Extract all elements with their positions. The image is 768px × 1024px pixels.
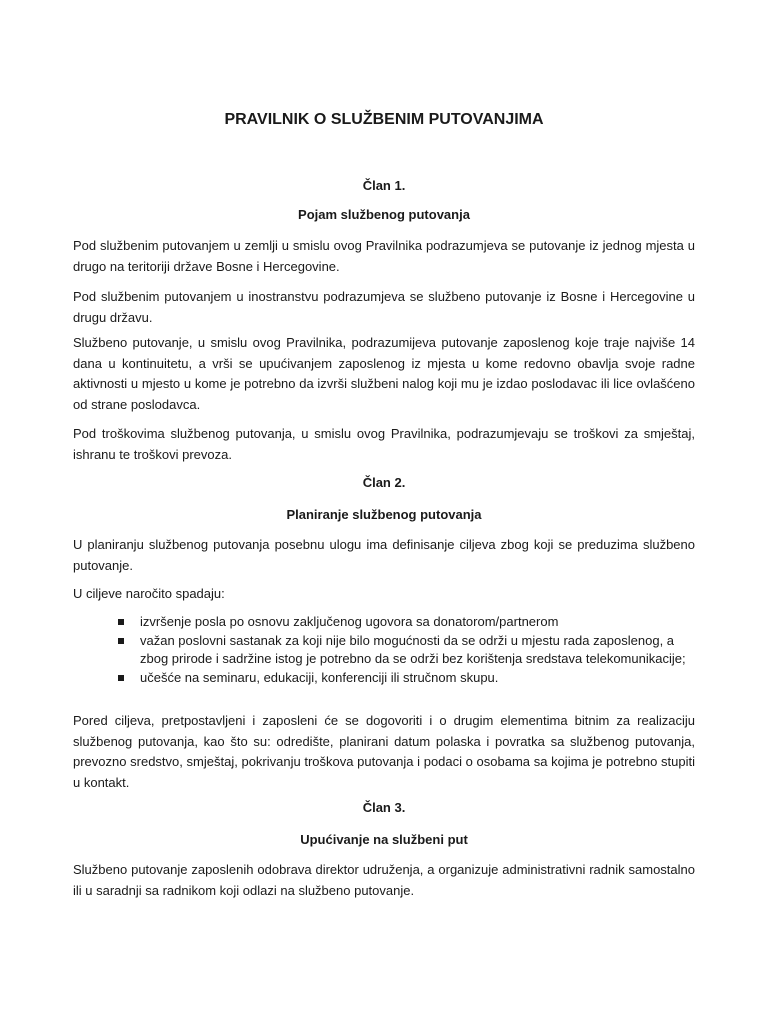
list-item bbox=[73, 632, 695, 669]
article-heading-2: Planiranje službenog putovanja bbox=[286, 507, 482, 522]
list-item bbox=[73, 613, 695, 632]
article-3-paragraph-1: Službeno putovanje zaposlenih odobrava direktor udruženja, a organizuje administrativni radnik samostalno ili u saradnji sa radnikom koji odlazi na službeno putovanje. bbox=[73, 862, 695, 898]
article-2-closing-paragraph: Pored ciljeva, pretpostavljeni i zaposleni će se dogovoriti i o drugim elementima bitnim za realizaciju službenog putovanja, kao što su: odredište, planirani datum polaska i povratka sa službenog putovanja, prevozno sredstvo, smještaj, pokrivanju troškova putovanja i podaci o osobama sa kojima je potrebno stupiti u kontakt. bbox=[73, 713, 695, 790]
objectives-list bbox=[73, 613, 695, 687]
article-number-2: Član 2. bbox=[362, 475, 406, 490]
article-2-paragraph-1: U planiranju službenog putovanja posebnu ulogu ima definisanje ciljeva zbog koji se preduzima službeno putovanje. bbox=[73, 537, 695, 573]
list-item bbox=[73, 669, 695, 688]
article-1-paragraph-1: Pod službenim putovanjem u zemlji u smislu ovog Pravilnika podrazumjeva se putovanje iz jednog mjesta u drugo na teritoriji države Bosne i Hercegovine. bbox=[73, 238, 695, 274]
list-item-text: važan poslovni sastanak za koji nije bilo mogućnosti da se održi u mjestu rada zaposlenog, a zbog prirode i sadržine istog je potrebno da se održi bez korištenja sredstava telekomunikacije; bbox=[140, 632, 686, 666]
article-1-paragraph-2: Pod službenim putovanjem u inostranstvu podrazumjeva se službeno putovanje iz Bosne i Hercegovine u drugu državu. bbox=[73, 289, 695, 325]
article-number-1: Član 1. bbox=[362, 178, 406, 193]
article-number-3: Član 3. bbox=[362, 800, 406, 815]
article-1-paragraph-3: Službeno putovanje, u smislu ovog Pravilnika, podrazumijeva putovanje zaposlenog koje traje najviše 14 dana u kontinuitetu, a vrši se upućivanjem zaposlenog iz mjesta u kome redovno obavlja svoje radne aktivnosti u mjesto u kome je potrebno da izvrši službeni nalog koji mu je izdao poslodavac ili lice ovlašćeno od strane poslodavca. bbox=[73, 335, 695, 412]
square-bullet-icon bbox=[118, 675, 124, 681]
square-bullet-icon bbox=[118, 638, 124, 644]
square-bullet-icon bbox=[118, 619, 124, 625]
list-item-text: učešće na seminaru, edukaciji, konferenciji ili stručnom skupu. bbox=[140, 669, 499, 685]
article-heading-1: Pojam službenog putovanja bbox=[298, 207, 470, 222]
article-2-paragraph-2: U ciljeve naročito spadaju: bbox=[73, 586, 225, 601]
document-title: PRAVILNIK O SLUŽBENIM PUTOVANJIMA bbox=[224, 111, 544, 128]
document-page bbox=[73, 0, 695, 1024]
article-heading-3: Upućivanje na službeni put bbox=[300, 832, 468, 847]
article-1-paragraph-4: Pod troškovima službenog putovanja, u smislu ovog Pravilnika, podrazumjevaju se troškovi za smještaj, ishranu te troškovi prevoza. bbox=[73, 426, 695, 462]
list-item-text: izvršenje posla po osnovu zaključenog ugovora sa donatorom/partnerom bbox=[140, 614, 559, 629]
